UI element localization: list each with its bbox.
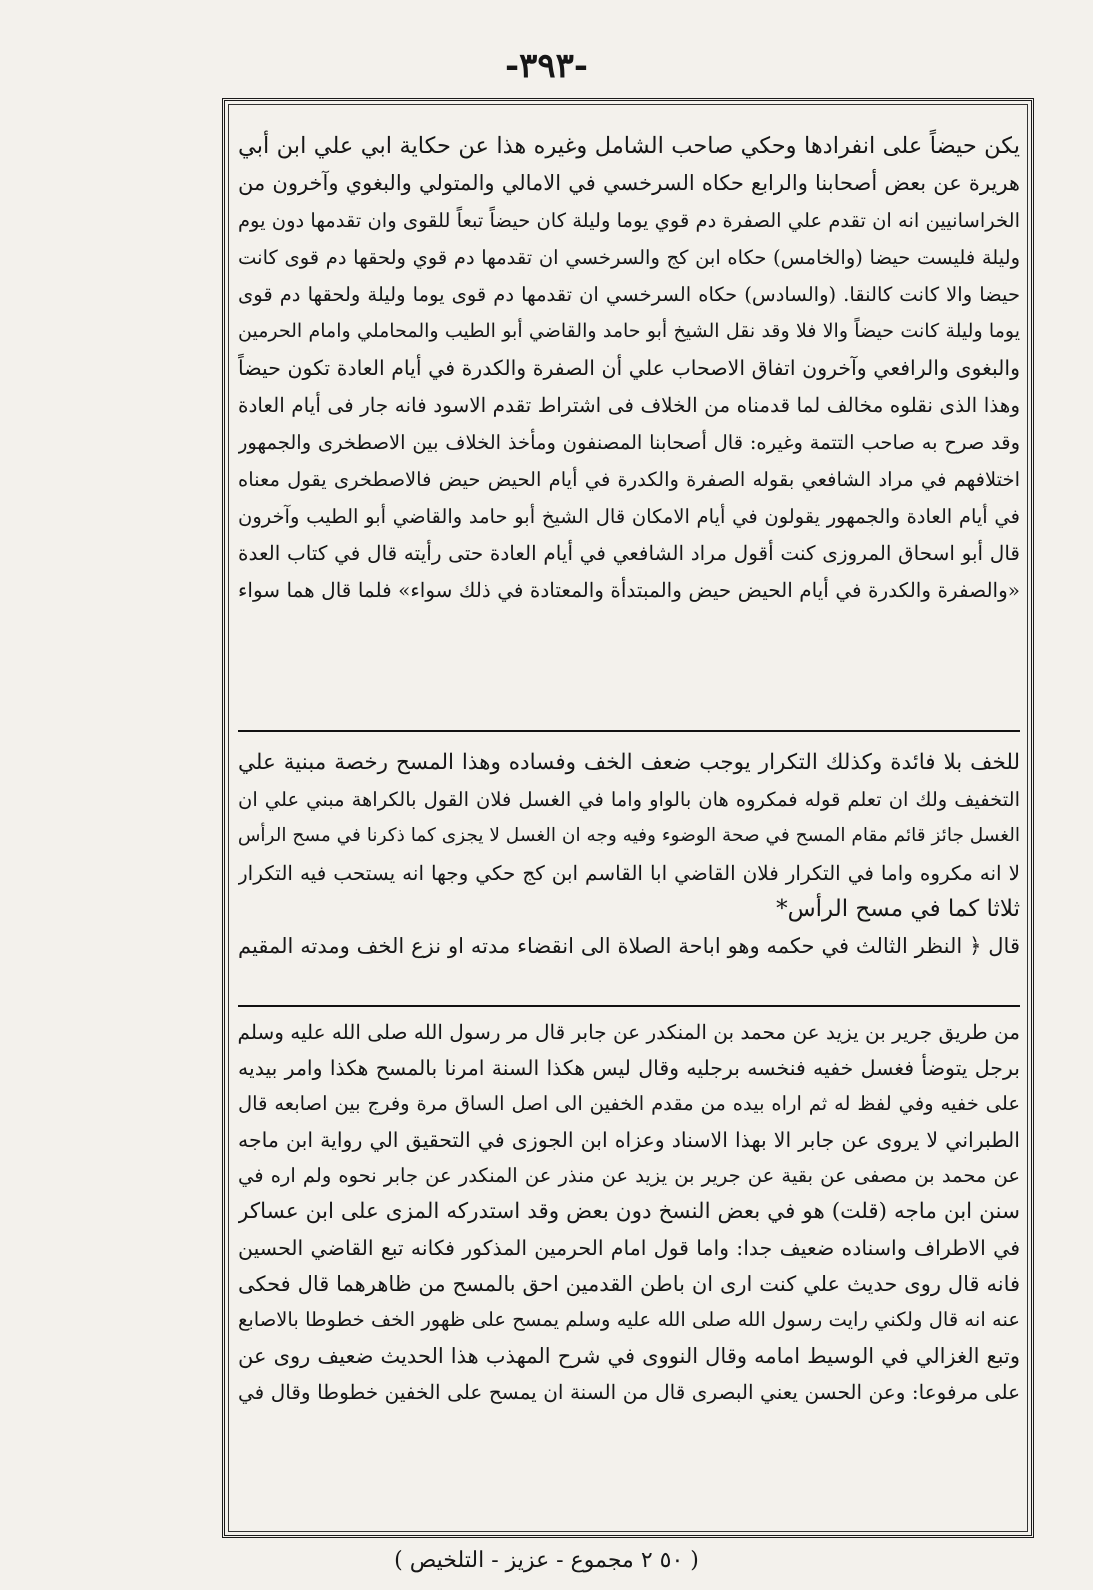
text-line: عن محمد بن مصفى عن بقية عن جرير بن يزيد عن منذر عن المنكدر عن جابر نحوه ولم اره في [238, 1164, 1020, 1187]
text-line: الطبراني لا يروى عن جابر الا بهذا الاسناد وعزاه ابن الجوزى في التحقيق الي رواية ابن ماجه [238, 1128, 1020, 1152]
text-line: برجل يتوضأ فغسل خفيه فنخسه برجليه وقال ليس هكذا السنة امرنا بالمسح هكذا وامر بيديه [238, 1056, 1020, 1080]
text-line: حيضا والا كانت كالنقا. (والسادس) حكاه السرخسي ان تقدمها دم قوى يوما وليلة ولحقها دم قوى [238, 283, 1020, 306]
text-line: والبغوى والرافعي وآخرون اتفاق الاصحاب علي أن الصفرة والكدرة في أيام العادة تكون حيضاً [238, 356, 1020, 380]
text-line: قال أبو اسحاق المروزى كنت أقول مراد الشافعي في أيام العادة حتى رأيته قال في كتاب العدة [238, 541, 1020, 565]
text-line: قال ﴿ النظر الثالث في حكمه وهو اباحة الصلاة الى انقضاء مدته او نزع الخف ومدته المقيم [238, 933, 1020, 958]
text-line: لا انه مكروه واما في التكرار فلان القاضي ابا القاسم ابن كج حكي وجها انه يستحب فيه التكرار [238, 860, 1020, 885]
main-text-section [238, 128, 1020, 609]
text-line: وتبع الغزالي في الوسيط امامه وقال النووى في شرح المهذب هذا الحديث ضعيف روى عن [238, 1344, 1020, 1368]
text-line: عنه انه قال ولكني رايت رسول الله صلى الله عليه وسلم يمسح على ظهور الخف خطوطا بالاصابع [238, 1308, 1020, 1331]
text-line: اختلافهم في مراد الشافعي بقوله الصفرة والكدرة في أيام الحيض حيض فالاصطخرى يقول معناه [238, 468, 1020, 491]
text-line: وهذا الذى نقلوه مخالف لما قدمناه من الخلاف فى اشتراط تقدم الاسود فانه جار فى أيام العادة [238, 393, 1020, 417]
text-line: للخف بلا فائدة وكذلك التكرار يوجب ضعف الخف وفساده وهذا المسح رخصة مبنية علي [238, 750, 1020, 775]
text-line: فانه قال روى حديث علي كنت ارى ان باطن القدمين احق بالمسح من ظاهرهما قال فحكى [238, 1272, 1020, 1296]
text-line: ثلاثا كما في مسح الرأس* [776, 896, 1020, 922]
text-line: من طريق جرير بن يزيد عن محمد بن المنكدر عن جابر قال مر رسول الله صلى الله عليه وسلم [238, 1020, 1020, 1044]
page-footer: ( ٥٠ ٢ مجموع - عزيز - التلخيص ) [394, 1548, 699, 1573]
section-divider [238, 1005, 1020, 1007]
text-line: وليلة فليست حيضا (والخامس) حكاه ابن كج والسرخسي ان تقدمها دم قوي ولحقها دم قوى كانت [238, 246, 1020, 269]
text-line: «والصفرة والكدرة في أيام الحيض حيض والمبتدأة والمعتادة في ذلك سواء» فلما قال هما سواء [238, 578, 1020, 602]
text-line: التخفيف ولك ان تعلم قوله فمكروه هان بالواو واما في الغسل فلان القول بالكراهة مبني علي ان [238, 787, 1020, 811]
text-line: سنن ابن ماجه (قلت) هو في بعض النسخ دون بعض وقد استدركه المزى على ابن عساكر [238, 1199, 1020, 1224]
text-line: الخراسانيين انه ان تقدم علي الصفرة دم قوي يوما وليلة كان حيضاً تبعاً للقوى وان تقدمها دون يوم [238, 209, 1020, 232]
text-line: على خفيه وفي لفظ له ثم اراه بيده من مقدم الخفين الى اصل الساق مرة وفرج بين اصابعه قال [238, 1092, 1020, 1115]
text-line: على مرفوعا: وعن الحسن يعني البصرى قال من السنة ان يمسح على الخفين خطوطا وقال في [238, 1380, 1020, 1404]
text-line: هريرة عن بعض أصحابنا والرابع حكاه السرخسي في الامالي والمتولي والبغوي وآخرون من [238, 171, 1020, 195]
text-line: في أيام العادة والجمهور يقولون في أيام الامكان قال الشيخ أبو حامد والقاضي أبو الطيب وآخرون [238, 505, 1020, 528]
text-line: يوما وليلة كانت حيضاً والا فلا وقد نقل الشيخ أبو حامد والقاضي أبو الطيب والمحاملي وامام الحرمين [238, 320, 1020, 342]
middle-text-section [238, 745, 1020, 964]
text-line: الغسل جائز قائم مقام المسح في صحة الوضوء وفيه وجه ان الغسل لا يجزى كما ذكرنا في مسح الرأس [238, 825, 1020, 846]
commentary-text-section [238, 1014, 1020, 1410]
text-line: يكن حيضاً على انفرادها وحكي صاحب الشامل وغيره هذا عن حكاية ابي علي ابن أبي [238, 133, 1020, 159]
section-divider [238, 730, 1020, 732]
page-number: -٣٩٣- [504, 46, 589, 86]
text-line: وقد صرح به صاحب التتمة وغيره: قال أصحابنا المصنفون ومأخذ الخلاف بين الاصطخرى والجمهور [238, 431, 1020, 454]
text-line: في الاطراف واسناده ضعيف جدا: واما قول امام الحرمين المذكور فكانه تبع القاضي الحسين [238, 1236, 1020, 1260]
